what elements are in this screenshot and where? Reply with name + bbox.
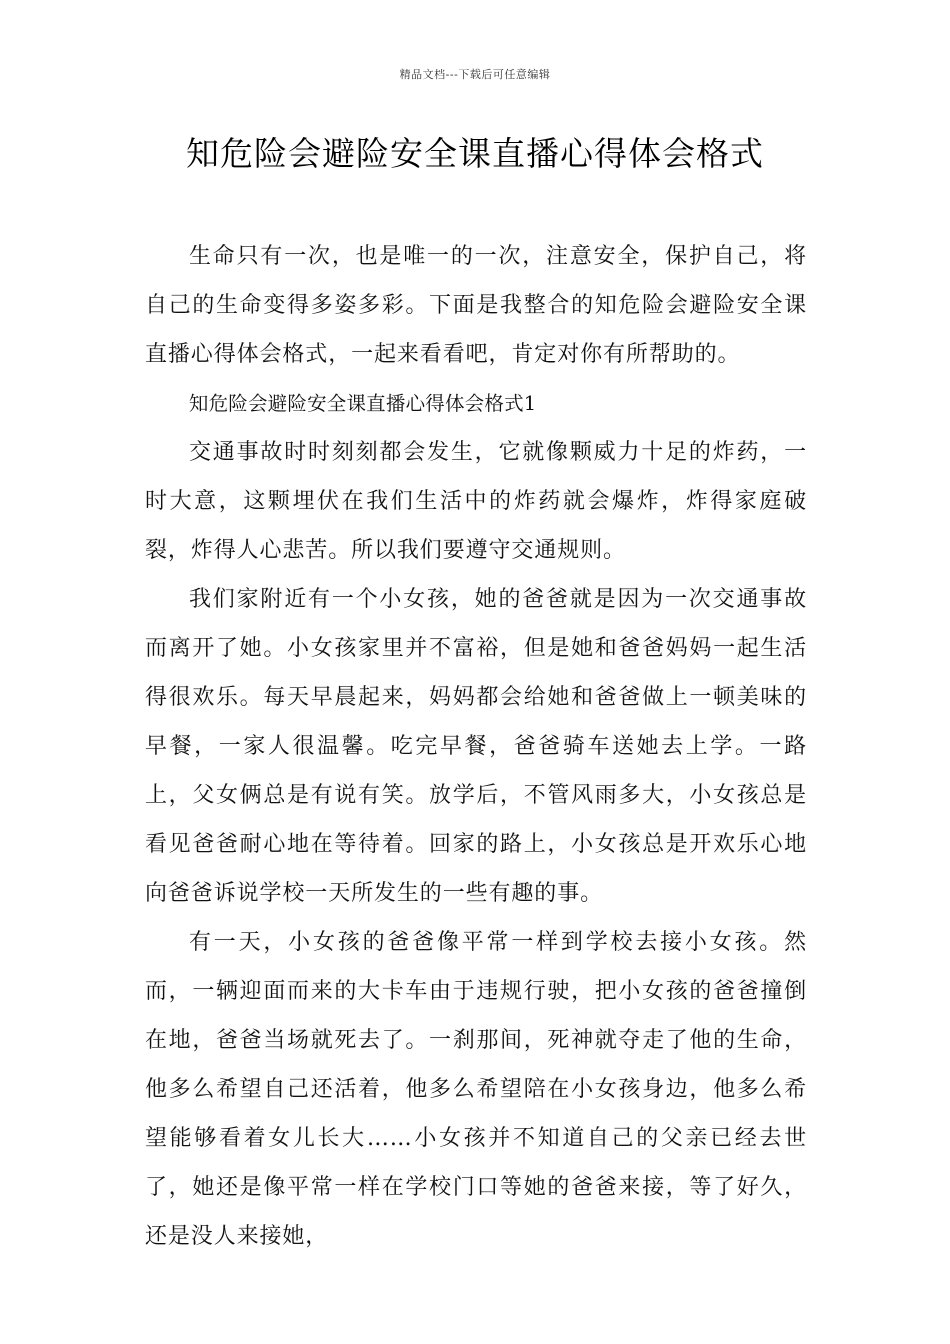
- document-body: [145, 232, 807, 1261]
- body-paragraph-3: 有一天，小女孩的爸爸像平常一样到学校去接小女孩。然而，一辆迎面而来的大卡车由于违规行驶，把小女孩的爸爸撞倒在地，爸爸当场就死去了。一刹那间，死神就夺走了他的生命，他多么希望自己还活着，他多么希望陪在小女孩身边，他多么希望能够看着女儿长大……小女孩并不知道自己的父亲已经去世了，她还是像平常一样在学校门口等她的爸爸来接，等了好久，还是没人来接她，: [145, 930, 807, 1249]
- document-title: 知危险会避险安全课直播心得体会格式: [186, 134, 764, 173]
- section-heading: 知危险会避险安全课直播心得体会格式1: [188, 392, 537, 415]
- header-note: 精品文档---下载后可任意编辑: [399, 68, 551, 81]
- body-paragraph-1: 交通事故时时刻刻都会发生，它就像颗威力十足的炸药，一时大意，这颗埋伏在我们生活中的炸药就会爆炸，炸得家庭破裂，炸得人心悲苦。所以我们要遵守交通规则。: [145, 440, 807, 563]
- body-paragraph-2: 我们家附近有一个小女孩，她的爸爸就是因为一次交通事故而离开了她。小女孩家里并不富裕，但是她和爸爸妈妈一起生活得很欢乐。每天早晨起来，妈妈都会给她和爸爸做上一顿美味的早餐，一家人很温馨。吃完早餐，爸爸骑车送她去上学。一路上，父女俩总是有说有笑。放学后，不管风雨多大，小女孩总是看见爸爸耐心地在等待着。回家的路上，小女孩总是开欢乐心地向爸爸诉说学校一天所发生的一些有趣的事。: [145, 587, 807, 906]
- intro-paragraph: 生命只有一次，也是唯一的一次，注意安全，保护自己，将自己的生命变得多姿多彩。下面是我整合的知危险会避险安全课直播心得体会格式，一起来看看吧，肯定对你有所帮助的。: [145, 244, 807, 367]
